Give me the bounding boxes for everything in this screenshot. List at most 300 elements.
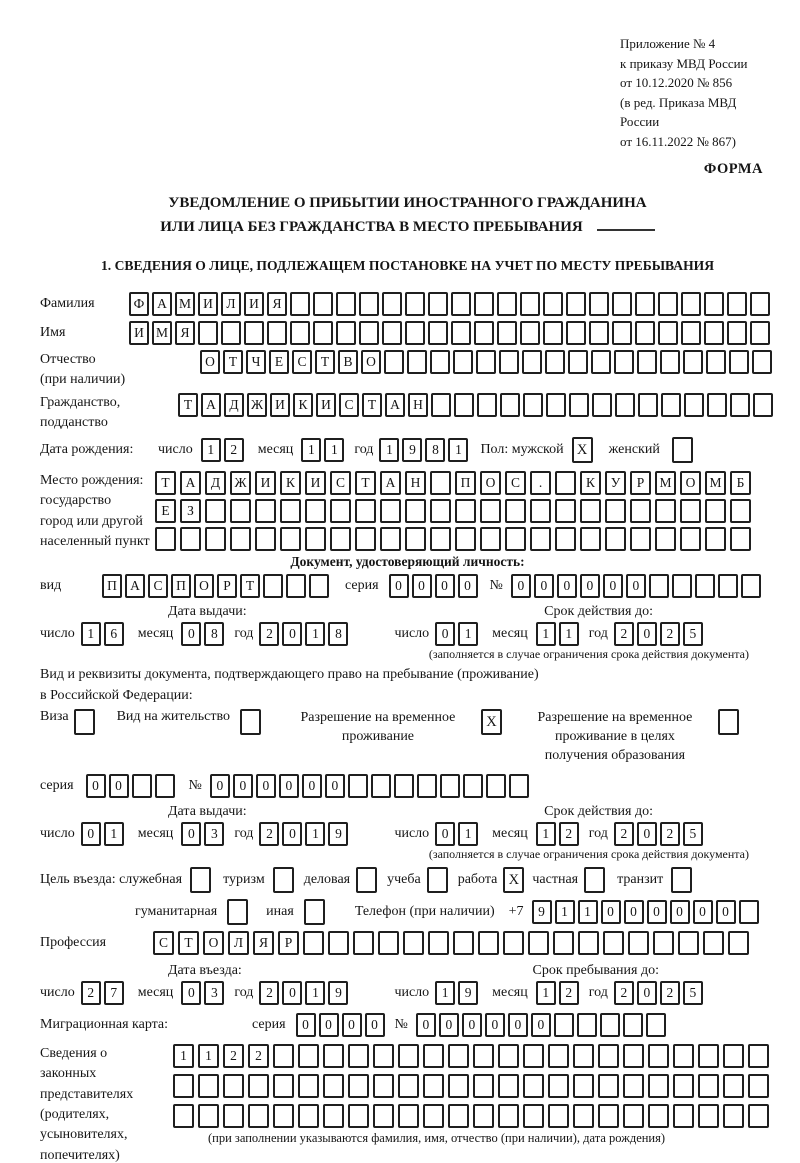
char-cell[interactable] — [695, 574, 715, 598]
char-cell[interactable] — [428, 931, 449, 955]
char-cell[interactable] — [440, 774, 460, 798]
char-cell[interactable]: 0 — [557, 574, 577, 598]
char-cell[interactable] — [573, 1074, 594, 1098]
char-cell[interactable] — [658, 292, 678, 316]
char-cell[interactable]: 5 — [683, 981, 703, 1005]
char-cell[interactable] — [658, 321, 678, 345]
char-cell[interactable] — [405, 527, 426, 551]
char-cell[interactable]: 0 — [693, 900, 713, 924]
char-cell[interactable] — [405, 292, 425, 316]
char-cell[interactable] — [173, 1074, 194, 1098]
char-cell[interactable]: 1 — [198, 1044, 219, 1068]
char-cell[interactable] — [705, 527, 726, 551]
char-cell[interactable]: Т — [223, 350, 243, 374]
char-cell[interactable] — [500, 393, 520, 417]
char-cell[interactable]: 1 — [379, 438, 399, 462]
char-cell[interactable]: И — [255, 471, 276, 495]
char-cell[interactable] — [371, 774, 391, 798]
char-cell[interactable] — [545, 350, 565, 374]
char-cell[interactable] — [455, 527, 476, 551]
char-cell[interactable]: 0 — [181, 981, 201, 1005]
char-cell[interactable] — [509, 774, 529, 798]
char-cell[interactable]: 0 — [412, 574, 432, 598]
char-cell[interactable] — [698, 1104, 719, 1128]
char-cell[interactable]: И — [270, 393, 290, 417]
char-cell[interactable]: 0 — [508, 1013, 528, 1037]
char-cell[interactable]: Д — [224, 393, 244, 417]
char-cell[interactable] — [522, 350, 542, 374]
char-cell[interactable] — [630, 499, 651, 523]
char-cell[interactable] — [748, 1044, 769, 1068]
char-cell[interactable] — [273, 1044, 294, 1068]
char-cell[interactable] — [573, 1104, 594, 1128]
char-cell[interactable]: 0 — [181, 622, 201, 646]
char-cell[interactable] — [673, 1104, 694, 1128]
char-cell[interactable]: 0 — [233, 774, 253, 798]
char-cell[interactable] — [323, 1104, 344, 1128]
char-cell[interactable] — [384, 350, 404, 374]
char-cell[interactable] — [405, 499, 426, 523]
char-cell[interactable]: 0 — [435, 622, 455, 646]
char-cell[interactable] — [628, 931, 649, 955]
char-cell[interactable] — [473, 1104, 494, 1128]
char-cell[interactable]: 1 — [435, 981, 455, 1005]
char-cell[interactable] — [430, 350, 450, 374]
char-cell[interactable]: 3 — [204, 981, 224, 1005]
char-cell[interactable] — [298, 1044, 319, 1068]
char-cell[interactable]: 0 — [439, 1013, 459, 1037]
char-cell[interactable] — [612, 292, 632, 316]
char-cell[interactable] — [497, 292, 517, 316]
char-cell[interactable]: 1 — [578, 900, 598, 924]
char-cell[interactable] — [230, 499, 251, 523]
char-cell[interactable] — [430, 499, 451, 523]
char-cell[interactable] — [453, 350, 473, 374]
char-cell[interactable] — [698, 1044, 719, 1068]
char-cell[interactable]: 1 — [324, 438, 344, 462]
char-cell[interactable]: 2 — [81, 981, 101, 1005]
char-cell[interactable]: 0 — [603, 574, 623, 598]
char-cell[interactable] — [577, 1013, 597, 1037]
char-cell[interactable] — [750, 321, 770, 345]
char-cell[interactable]: К — [580, 471, 601, 495]
char-cell[interactable] — [553, 931, 574, 955]
char-cell[interactable] — [748, 1104, 769, 1128]
char-cell[interactable]: 0 — [416, 1013, 436, 1037]
char-cell[interactable]: 9 — [532, 900, 552, 924]
char-cell[interactable]: С — [148, 574, 168, 598]
char-cell[interactable] — [407, 350, 427, 374]
char-cell[interactable] — [649, 574, 669, 598]
char-cell[interactable] — [578, 931, 599, 955]
char-cell[interactable]: Т — [155, 471, 176, 495]
char-cell[interactable] — [681, 321, 701, 345]
char-cell[interactable] — [598, 1044, 619, 1068]
char-cell[interactable]: С — [292, 350, 312, 374]
char-cell[interactable]: 0 — [256, 774, 276, 798]
char-cell[interactable] — [730, 499, 751, 523]
char-cell[interactable] — [730, 393, 750, 417]
char-cell[interactable]: 1 — [559, 622, 579, 646]
char-cell[interactable] — [454, 393, 474, 417]
char-cell[interactable] — [267, 321, 287, 345]
char-cell[interactable] — [448, 1104, 469, 1128]
char-cell[interactable] — [598, 1074, 619, 1098]
char-cell[interactable] — [580, 499, 601, 523]
char-cell[interactable] — [273, 1074, 294, 1098]
char-cell[interactable] — [498, 1074, 519, 1098]
char-cell[interactable]: 0 — [86, 774, 106, 798]
char-cell[interactable]: 0 — [534, 574, 554, 598]
char-cell[interactable]: 0 — [626, 574, 646, 598]
char-cell[interactable] — [477, 393, 497, 417]
char-cell[interactable] — [248, 1074, 269, 1098]
char-cell[interactable] — [705, 499, 726, 523]
char-cell[interactable] — [394, 774, 414, 798]
char-cell[interactable] — [707, 393, 727, 417]
char-cell[interactable] — [398, 1074, 419, 1098]
char-cell[interactable]: 2 — [614, 822, 634, 846]
char-cell[interactable] — [727, 321, 747, 345]
char-cell[interactable] — [718, 574, 738, 598]
char-cell[interactable]: 1 — [536, 622, 556, 646]
char-cell[interactable] — [635, 321, 655, 345]
purpose-other-checkbox[interactable] — [304, 899, 325, 925]
char-cell[interactable] — [286, 574, 306, 598]
char-cell[interactable] — [548, 1104, 569, 1128]
char-cell[interactable] — [290, 292, 310, 316]
char-cell[interactable]: 0 — [342, 1013, 362, 1037]
char-cell[interactable] — [530, 499, 551, 523]
char-cell[interactable]: 2 — [660, 981, 680, 1005]
char-cell[interactable] — [478, 931, 499, 955]
char-cell[interactable]: М — [705, 471, 726, 495]
char-cell[interactable]: Я — [253, 931, 274, 955]
char-cell[interactable] — [623, 1074, 644, 1098]
temp-edu-checkbox[interactable] — [718, 709, 739, 735]
char-cell[interactable] — [530, 527, 551, 551]
char-cell[interactable]: 1 — [458, 822, 478, 846]
char-cell[interactable] — [591, 350, 611, 374]
char-cell[interactable] — [646, 1013, 666, 1037]
char-cell[interactable] — [486, 774, 506, 798]
char-cell[interactable] — [373, 1074, 394, 1098]
char-cell[interactable]: Е — [155, 499, 176, 523]
char-cell[interactable]: 9 — [328, 822, 348, 846]
char-cell[interactable] — [589, 292, 609, 316]
char-cell[interactable]: 0 — [647, 900, 667, 924]
char-cell[interactable]: Н — [408, 393, 428, 417]
char-cell[interactable] — [451, 292, 471, 316]
char-cell[interactable] — [753, 393, 773, 417]
char-cell[interactable]: С — [330, 471, 351, 495]
char-cell[interactable] — [155, 527, 176, 551]
char-cell[interactable] — [498, 1044, 519, 1068]
char-cell[interactable]: И — [129, 321, 149, 345]
char-cell[interactable] — [423, 1104, 444, 1128]
char-cell[interactable]: Н — [405, 471, 426, 495]
char-cell[interactable]: 2 — [660, 822, 680, 846]
char-cell[interactable]: 0 — [637, 622, 657, 646]
char-cell[interactable] — [678, 931, 699, 955]
char-cell[interactable] — [635, 292, 655, 316]
char-cell[interactable] — [752, 350, 772, 374]
char-cell[interactable] — [448, 1074, 469, 1098]
char-cell[interactable]: Т — [178, 393, 198, 417]
char-cell[interactable]: 1 — [536, 822, 556, 846]
char-cell[interactable]: 0 — [282, 622, 302, 646]
char-cell[interactable] — [430, 527, 451, 551]
char-cell[interactable] — [373, 1104, 394, 1128]
char-cell[interactable]: К — [280, 471, 301, 495]
char-cell[interactable] — [313, 292, 333, 316]
char-cell[interactable]: 9 — [328, 981, 348, 1005]
char-cell[interactable] — [248, 1104, 269, 1128]
char-cell[interactable] — [623, 1013, 643, 1037]
char-cell[interactable] — [681, 292, 701, 316]
char-cell[interactable] — [405, 321, 425, 345]
char-cell[interactable] — [255, 527, 276, 551]
char-cell[interactable] — [543, 321, 563, 345]
char-cell[interactable]: 0 — [511, 574, 531, 598]
char-cell[interactable] — [706, 350, 726, 374]
purpose-transit-checkbox[interactable] — [671, 867, 692, 893]
char-cell[interactable] — [205, 499, 226, 523]
char-cell[interactable] — [523, 1044, 544, 1068]
char-cell[interactable]: А — [152, 292, 172, 316]
char-cell[interactable]: В — [338, 350, 358, 374]
char-cell[interactable]: 2 — [259, 822, 279, 846]
char-cell[interactable] — [573, 1044, 594, 1068]
char-cell[interactable] — [398, 1104, 419, 1128]
char-cell[interactable]: А — [385, 393, 405, 417]
char-cell[interactable]: 0 — [389, 574, 409, 598]
char-cell[interactable]: О — [680, 471, 701, 495]
char-cell[interactable] — [355, 499, 376, 523]
char-cell[interactable]: П — [102, 574, 122, 598]
char-cell[interactable]: 0 — [325, 774, 345, 798]
char-cell[interactable] — [612, 321, 632, 345]
char-cell[interactable] — [330, 499, 351, 523]
purpose-work-checkbox[interactable]: X — [503, 867, 524, 893]
char-cell[interactable] — [739, 900, 759, 924]
char-cell[interactable] — [589, 321, 609, 345]
char-cell[interactable]: Ж — [247, 393, 267, 417]
purpose-humanitarian-checkbox[interactable] — [227, 899, 248, 925]
char-cell[interactable] — [453, 931, 474, 955]
char-cell[interactable] — [359, 292, 379, 316]
char-cell[interactable]: О — [200, 350, 220, 374]
char-cell[interactable]: 1 — [536, 981, 556, 1005]
char-cell[interactable] — [359, 321, 379, 345]
char-cell[interactable]: 1 — [104, 822, 124, 846]
char-cell[interactable] — [673, 1074, 694, 1098]
char-cell[interactable] — [423, 1074, 444, 1098]
char-cell[interactable] — [323, 1044, 344, 1068]
char-cell[interactable] — [330, 527, 351, 551]
char-cell[interactable]: Е — [269, 350, 289, 374]
char-cell[interactable]: Я — [267, 292, 287, 316]
char-cell[interactable]: 1 — [555, 900, 575, 924]
char-cell[interactable] — [290, 321, 310, 345]
char-cell[interactable]: 0 — [580, 574, 600, 598]
char-cell[interactable] — [280, 499, 301, 523]
char-cell[interactable]: 0 — [109, 774, 129, 798]
char-cell[interactable]: 0 — [435, 822, 455, 846]
char-cell[interactable]: А — [180, 471, 201, 495]
char-cell[interactable] — [566, 292, 586, 316]
char-cell[interactable]: 0 — [282, 981, 302, 1005]
char-cell[interactable]: Т — [315, 350, 335, 374]
char-cell[interactable] — [428, 292, 448, 316]
char-cell[interactable]: А — [380, 471, 401, 495]
char-cell[interactable]: 5 — [683, 622, 703, 646]
char-cell[interactable]: 2 — [614, 622, 634, 646]
char-cell[interactable] — [348, 1044, 369, 1068]
char-cell[interactable] — [348, 774, 368, 798]
char-cell[interactable]: Ф — [129, 292, 149, 316]
char-cell[interactable] — [623, 1104, 644, 1128]
char-cell[interactable]: 7 — [104, 981, 124, 1005]
char-cell[interactable]: 6 — [104, 622, 124, 646]
char-cell[interactable] — [298, 1104, 319, 1128]
char-cell[interactable] — [505, 499, 526, 523]
char-cell[interactable] — [548, 1074, 569, 1098]
char-cell[interactable] — [630, 527, 651, 551]
char-cell[interactable]: 1 — [458, 622, 478, 646]
char-cell[interactable] — [704, 321, 724, 345]
visa-checkbox[interactable] — [74, 709, 95, 735]
char-cell[interactable] — [455, 499, 476, 523]
char-cell[interactable] — [648, 1074, 669, 1098]
char-cell[interactable] — [480, 499, 501, 523]
char-cell[interactable]: Л — [228, 931, 249, 955]
char-cell[interactable] — [661, 393, 681, 417]
char-cell[interactable] — [750, 292, 770, 316]
char-cell[interactable] — [382, 321, 402, 345]
gender-male-checkbox[interactable]: X — [572, 437, 593, 463]
char-cell[interactable]: П — [455, 471, 476, 495]
char-cell[interactable]: Т — [355, 471, 376, 495]
char-cell[interactable] — [473, 1074, 494, 1098]
gender-female-checkbox[interactable] — [672, 437, 693, 463]
char-cell[interactable] — [417, 774, 437, 798]
char-cell[interactable] — [298, 1074, 319, 1098]
char-cell[interactable] — [653, 931, 674, 955]
char-cell[interactable] — [463, 774, 483, 798]
char-cell[interactable] — [615, 393, 635, 417]
char-cell[interactable] — [403, 931, 424, 955]
char-cell[interactable] — [566, 321, 586, 345]
purpose-study-checkbox[interactable] — [427, 867, 448, 893]
char-cell[interactable]: Т — [240, 574, 260, 598]
char-cell[interactable]: Р — [278, 931, 299, 955]
char-cell[interactable] — [520, 292, 540, 316]
char-cell[interactable] — [637, 350, 657, 374]
char-cell[interactable] — [723, 1044, 744, 1068]
char-cell[interactable]: 0 — [624, 900, 644, 924]
char-cell[interactable]: 1 — [81, 622, 101, 646]
char-cell[interactable] — [703, 931, 724, 955]
char-cell[interactable]: П — [171, 574, 191, 598]
purpose-business-checkbox[interactable] — [356, 867, 377, 893]
char-cell[interactable] — [569, 393, 589, 417]
char-cell[interactable]: 0 — [462, 1013, 482, 1037]
char-cell[interactable] — [373, 1044, 394, 1068]
char-cell[interactable] — [638, 393, 658, 417]
char-cell[interactable] — [592, 393, 612, 417]
char-cell[interactable]: 0 — [181, 822, 201, 846]
purpose-private-checkbox[interactable] — [584, 867, 605, 893]
char-cell[interactable] — [603, 931, 624, 955]
char-cell[interactable] — [431, 393, 451, 417]
char-cell[interactable] — [355, 527, 376, 551]
char-cell[interactable]: З — [180, 499, 201, 523]
char-cell[interactable] — [498, 1104, 519, 1128]
char-cell[interactable]: Р — [630, 471, 651, 495]
char-cell[interactable]: 0 — [485, 1013, 505, 1037]
char-cell[interactable] — [180, 527, 201, 551]
char-cell[interactable] — [683, 350, 703, 374]
char-cell[interactable]: О — [203, 931, 224, 955]
char-cell[interactable]: И — [198, 292, 218, 316]
char-cell[interactable] — [353, 931, 374, 955]
char-cell[interactable] — [648, 1104, 669, 1128]
char-cell[interactable] — [605, 527, 626, 551]
char-cell[interactable] — [548, 1044, 569, 1068]
char-cell[interactable] — [655, 527, 676, 551]
char-cell[interactable]: 8 — [204, 622, 224, 646]
char-cell[interactable]: С — [339, 393, 359, 417]
char-cell[interactable]: 0 — [637, 822, 657, 846]
char-cell[interactable] — [448, 1044, 469, 1068]
purpose-tourism-checkbox[interactable] — [273, 867, 294, 893]
char-cell[interactable]: А — [125, 574, 145, 598]
char-cell[interactable] — [263, 574, 283, 598]
char-cell[interactable]: Л — [221, 292, 241, 316]
char-cell[interactable]: 8 — [328, 622, 348, 646]
char-cell[interactable]: 9 — [402, 438, 422, 462]
char-cell[interactable] — [523, 1074, 544, 1098]
char-cell[interactable]: 2 — [259, 622, 279, 646]
char-cell[interactable]: 2 — [223, 1044, 244, 1068]
char-cell[interactable]: У — [605, 471, 626, 495]
char-cell[interactable]: 0 — [319, 1013, 339, 1037]
char-cell[interactable] — [568, 350, 588, 374]
char-cell[interactable] — [728, 931, 749, 955]
char-cell[interactable] — [378, 931, 399, 955]
char-cell[interactable] — [476, 350, 496, 374]
char-cell[interactable] — [223, 1104, 244, 1128]
char-cell[interactable]: 0 — [302, 774, 322, 798]
char-cell[interactable] — [132, 774, 152, 798]
char-cell[interactable] — [305, 527, 326, 551]
char-cell[interactable] — [198, 1104, 219, 1128]
char-cell[interactable] — [336, 292, 356, 316]
char-cell[interactable]: 1 — [305, 981, 325, 1005]
char-cell[interactable] — [648, 1044, 669, 1068]
char-cell[interactable] — [523, 393, 543, 417]
char-cell[interactable] — [727, 292, 747, 316]
char-cell[interactable]: О — [194, 574, 214, 598]
char-cell[interactable] — [198, 1074, 219, 1098]
char-cell[interactable]: 0 — [282, 822, 302, 846]
char-cell[interactable]: 2 — [559, 822, 579, 846]
char-cell[interactable] — [473, 1044, 494, 1068]
char-cell[interactable] — [430, 471, 451, 495]
char-cell[interactable] — [428, 321, 448, 345]
char-cell[interactable] — [543, 292, 563, 316]
